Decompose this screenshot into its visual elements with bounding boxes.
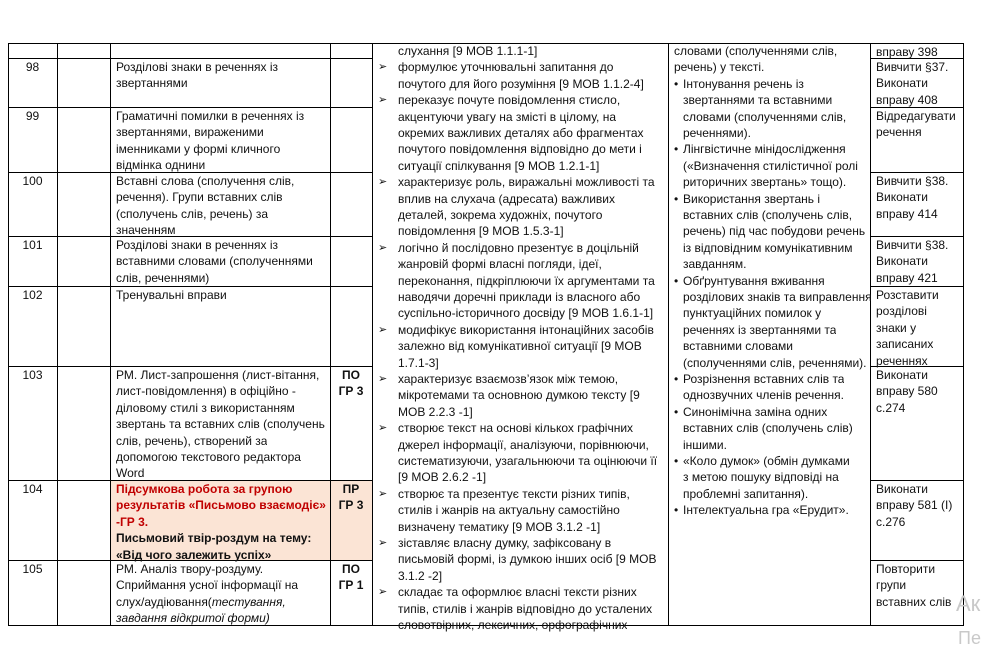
homework-text: знаки у <box>876 320 917 335</box>
learning-outcome: характеризує взаємозв’язок між темою, <box>398 372 619 386</box>
learning-activity: Використання звертань і <box>683 191 821 206</box>
lesson-topic: звертаннями <box>116 76 188 91</box>
lesson-topic: вставними словами (сполученнями <box>116 254 313 269</box>
homework-text: вправу 581 (І) <box>876 498 953 513</box>
homework-text: розділові <box>876 304 927 319</box>
homework-text: Розставити <box>876 288 939 302</box>
column-divider <box>372 43 373 626</box>
lesson-topic: РМ. Лист-запрошення (лист-вітання, <box>116 368 320 382</box>
lesson-topic: звертань та вставних слів (сполучень <box>116 417 325 432</box>
learning-activity: проблемні запитання). <box>683 486 809 501</box>
lesson-type: ПО <box>342 562 360 576</box>
lesson-topic: відмінка однини <box>116 158 206 173</box>
learning-activity: «Коло думок» (обмін думками <box>683 454 850 468</box>
learning-outcome: стилів і жанрів на актуальну самостійно <box>398 503 620 518</box>
activity-bullet-icon: • <box>674 142 679 157</box>
homework-text: с.276 <box>876 514 906 529</box>
lesson-number: 104 <box>22 482 43 496</box>
learning-outcome: письмовій формі, із думкою інших осіб [9 МОВ <box>398 552 657 567</box>
learning-outcome: почутого повідомлення відповідно до мети і <box>398 142 642 157</box>
homework-text: Виконати <box>876 190 929 205</box>
learning-activity: іншими. <box>683 437 727 452</box>
lesson-topic-highlight: Підсумкова робота за групою <box>116 482 293 496</box>
learning-activity: вставних слів (сполучень слів, <box>683 208 853 222</box>
homework-text: Вивчити §37. <box>876 60 949 74</box>
lesson-topic-italic: завдання відкритої форми) <box>116 611 270 626</box>
learning-outcome: ситуації спілкування [9 МОВ 1.2.1-1] <box>398 158 600 173</box>
learning-activity: речень) під час побудови речень <box>683 224 866 239</box>
homework-text: речення <box>876 125 922 140</box>
learning-activity: («Визначення стилістичної ролі <box>683 158 858 173</box>
outcome-bullet-icon: ➢ <box>378 176 388 189</box>
homework-text: Виконати <box>876 76 929 91</box>
activity-bullet-icon: • <box>674 76 679 91</box>
homework-text: вправу 414 <box>876 206 938 221</box>
activity-bullet-icon: • <box>674 191 679 206</box>
learning-outcome: 3.1.2 -2] <box>398 568 443 583</box>
learning-activity: завданням. <box>683 257 747 272</box>
learning-outcome: модифікує використання інтонаційних засобів <box>398 322 654 337</box>
learning-outcome: створює текст на основі кількох графічних <box>398 421 634 436</box>
lesson-topic-essay: «Від чого залежить успіх» <box>116 547 272 562</box>
lesson-type: ГР 3 <box>338 498 364 513</box>
lesson-topic: Сприймання усної інформації на <box>116 578 299 593</box>
learning-outcome: залежно від комунікативної ситуації [9 МОВ <box>398 339 642 354</box>
learning-activity: Обґрунтування вживання <box>683 273 825 288</box>
watermark-text: Ак <box>956 591 981 616</box>
lesson-topic-highlight: результатів «Письмово взаємодіє» <box>116 498 326 513</box>
lesson-type: ГР 3 <box>338 384 364 399</box>
learning-outcome: визначену тематику [9 МОВ 3.1.2 -1] <box>398 519 601 534</box>
learning-outcome: [9 МОВ 2.6.2 -1] <box>398 470 487 485</box>
column-divider <box>8 43 9 626</box>
learning-activity: словами (сполученнями слів, <box>674 44 838 58</box>
learning-activity: з метою пошуку відповіді на <box>683 470 839 485</box>
column-divider <box>668 43 669 626</box>
lesson-topic: значенням <box>116 223 176 238</box>
lesson-number: 102 <box>22 288 43 302</box>
learning-activity: реченнях із звертаннями та <box>683 322 837 337</box>
learning-outcome: джерел інформації, аналізуючи, порівнюючи, <box>398 437 649 452</box>
lesson-topic: (сполучень слів, речень) за <box>116 206 269 221</box>
learning-activity: із відповідним комунікативним <box>683 240 853 255</box>
lesson-topic: допомогою текстового редактора <box>116 450 301 464</box>
learning-activity: однозвучних членів речення. <box>683 388 844 403</box>
lesson-number: 99 <box>25 109 40 123</box>
learning-outcome: складає та оформлює власні тексти різних <box>398 585 637 600</box>
outcome-bullet-icon: ➢ <box>378 487 388 500</box>
lesson-topic: Розділові знаки в реченнях із <box>116 238 279 252</box>
column-divider <box>963 43 964 626</box>
learning-activity: вставними словами <box>683 339 793 354</box>
column-divider <box>870 43 871 626</box>
activity-bullet-icon: • <box>674 454 679 468</box>
learning-outcome: логічно й послідовно презентує в доцільній <box>398 240 639 255</box>
learning-activity: реченнями). <box>683 126 751 140</box>
homework-text: записаних <box>876 337 934 352</box>
lesson-number: 98 <box>25 60 40 74</box>
homework-text: Виконати <box>876 368 929 382</box>
lesson-type: ПР <box>342 482 360 496</box>
learning-outcome: жанровій формі власні погляди, ідеї, <box>398 257 602 272</box>
learning-outcome: суспільно-історичного досвіду [9 МОВ 1.6.1-1] <box>398 306 654 321</box>
lesson-topic-part: слух/аудіювання( <box>116 594 212 609</box>
homework-text: Відредагувати <box>876 109 956 123</box>
homework-text: Повторити <box>876 562 936 576</box>
learning-activity: вставних слів (сполучень слів) <box>683 421 853 436</box>
learning-outcome: слухання [9 МОВ 1.1.1-1] <box>398 44 538 58</box>
lesson-number: 103 <box>22 368 43 382</box>
lesson-topic: речення). Групи вставних слів <box>116 190 283 205</box>
lesson-topic: слів, речень), створений за <box>116 433 268 448</box>
homework-text: Вивчити §38. <box>876 174 949 188</box>
lesson-topic: іменниками у формі кличного <box>116 141 281 156</box>
homework-text: Виконати <box>876 254 929 269</box>
homework-text: групи <box>876 578 907 593</box>
learning-outcome: окремих важливих деталях або фрагментах <box>398 126 644 140</box>
learning-outcome: МОВ 2.2.3 -1] <box>398 404 473 419</box>
outcome-bullet-icon: ➢ <box>378 241 388 254</box>
learning-outcome: акцентуючи увагу на змісті в цілому, на <box>398 109 617 124</box>
learning-outcome: зіставляє власну думку, зафіксовану в <box>398 536 612 550</box>
column-divider <box>57 43 58 626</box>
learning-outcome: почутого для його розуміння [9 МОВ 1.1.2-4] <box>398 76 644 91</box>
lesson-topic: Розділові знаки в реченнях із <box>116 60 279 74</box>
lesson-topic: Вставні слова (сполучення слів, <box>116 174 295 188</box>
activity-bullet-icon: • <box>674 503 679 518</box>
learning-outcome: мікротемами та основною думкою тексту [9 <box>398 388 640 403</box>
lesson-type: ГР 1 <box>338 578 364 593</box>
homework-text: вправу 421 <box>876 270 938 285</box>
homework-text: вправу 580 <box>876 384 938 399</box>
lesson-topic: діловому стилі з використанням <box>116 400 295 415</box>
learning-activity: речень) у тексті. <box>674 60 765 75</box>
learning-outcome: повідомлення [9 МОВ 1.5.3-1] <box>398 224 564 239</box>
learning-outcome: типів, стилів і жанрів відповідно до усталених <box>398 601 653 616</box>
homework-text: вправу 408 <box>876 92 938 107</box>
outcome-bullet-icon: ➢ <box>378 422 388 435</box>
column-divider <box>330 43 331 626</box>
column-divider <box>110 43 111 626</box>
lesson-topic: слів, реченнями) <box>116 270 210 285</box>
lesson-topic-part-italic: тестування, <box>211 594 286 609</box>
learning-outcome: наводячи доречні приклади із власного або <box>398 290 641 304</box>
lesson-topic-highlight: -ГР 3. <box>116 514 149 529</box>
learning-outcome: словотвірних, лексичних, орфографічних <box>398 618 628 632</box>
learning-activity: (сполученнями слів, реченнями). <box>683 355 867 370</box>
lesson-topic: Тренувальні вправи <box>116 288 227 302</box>
learning-activity: розділових знаків та виправлення <box>683 290 872 304</box>
homework-text: реченнях <box>876 353 928 368</box>
learning-activity: Інтелектуальна гра «Ерудит». <box>683 503 849 518</box>
lesson-number: 101 <box>22 238 43 252</box>
learning-outcome: переказує почуте повідомлення стисло, <box>398 93 621 108</box>
activity-bullet-icon: • <box>674 404 679 419</box>
outcome-bullet-icon: ➢ <box>378 537 388 549</box>
learning-outcome: систематизуючи, узагальнюючи та оцінюючи її <box>398 454 658 468</box>
lesson-topic <box>116 594 286 610</box>
lesson-type: ПО <box>342 368 360 382</box>
outcome-bullet-icon: ➢ <box>378 61 388 74</box>
homework-text: Виконати <box>876 482 929 496</box>
lesson-topic-essay: Письмовий твір-роздум на тему: <box>116 531 312 546</box>
homework-text: вставних слів <box>876 594 952 609</box>
learning-outcome: формулює уточнювальні запитання до <box>398 60 614 75</box>
lesson-topic: Word <box>116 466 145 481</box>
outcome-bullet-icon: ➢ <box>378 373 388 385</box>
learning-activity: Синонімічна заміна одних <box>683 404 828 419</box>
homework-text: вправу 398 <box>876 45 938 59</box>
learning-activity: словами (сполученнями слів, <box>683 109 847 124</box>
homework-text: Вивчити §38. <box>876 238 949 252</box>
learning-outcome: вплив на слухача (адресата) важливих <box>398 191 615 206</box>
learning-activity: Інтонування речень із <box>683 76 804 91</box>
outcome-bullet-icon: ➢ <box>378 323 388 336</box>
learning-outcome: переконання, підкріплюючи їх аргументами та <box>398 273 655 288</box>
learning-outcome: деталей, зокрема художніх, почутого <box>398 208 603 222</box>
lesson-number: 100 <box>22 174 43 188</box>
lesson-topic: лист-повідомлення) в офіційно - <box>116 384 296 399</box>
learning-outcome: створює та презентує тексти різних типів, <box>398 486 630 501</box>
learning-activity: пунктуаційних помилок у <box>683 306 822 321</box>
lesson-number: 105 <box>22 562 43 576</box>
lesson-topic: РМ. Аналіз твору-роздуму. <box>116 562 264 576</box>
learning-outcome: характеризує роль, виражальні можливості та <box>398 175 655 190</box>
activity-bullet-icon: • <box>674 372 679 386</box>
homework-text: с.274 <box>876 400 906 415</box>
learning-activity: риторичних звертань» тощо). <box>683 175 847 190</box>
learning-activity: Розрізнення вставних слів та <box>683 372 845 386</box>
learning-activity: Лінгвістичне мінідослідження <box>683 142 846 157</box>
lesson-topic: звертаннями, вираженими <box>116 125 264 140</box>
activity-bullet-icon: • <box>674 273 679 288</box>
lesson-topic: Граматичні помилки в реченнях із <box>116 109 305 123</box>
outcome-bullet-icon: ➢ <box>378 94 388 107</box>
learning-activity: звертаннями та вставними <box>683 93 833 108</box>
learning-outcome: 1.7.1-3] <box>398 355 439 370</box>
watermark-text: Пе <box>958 628 981 648</box>
outcome-bullet-icon: ➢ <box>378 586 388 599</box>
